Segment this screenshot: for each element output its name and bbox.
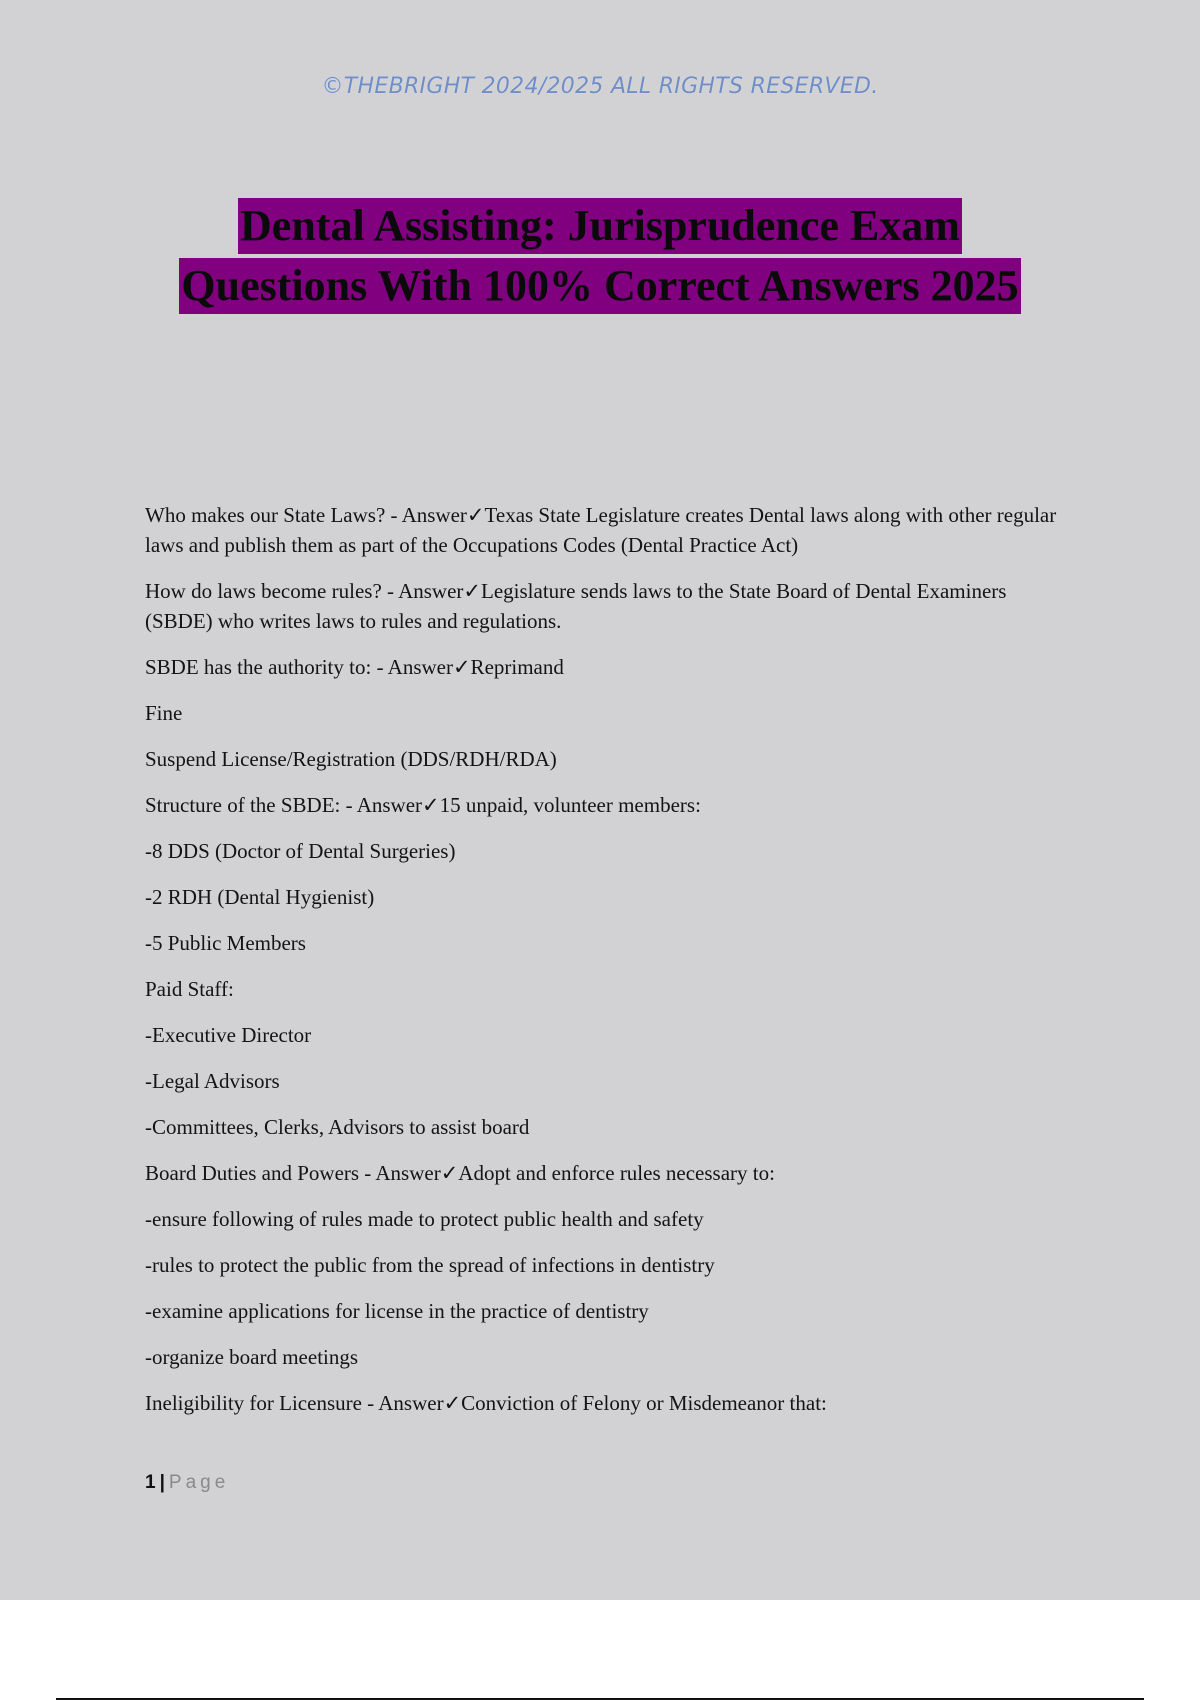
paragraph: -organize board meetings (145, 1345, 359, 1369)
paragraph: Ineligibility for Licensure - Answer✓Conviction of Felony or Misdemeanor that: (145, 1391, 827, 1415)
page-number: 1 (145, 1472, 156, 1493)
paragraph: Fine (145, 701, 183, 725)
document-title (0, 198, 1200, 318)
copyright-header: ©THEBRIGHT 2024/2025 ALL RIGHTS RESERVED. (321, 74, 879, 99)
paragraph: -Legal Advisors (145, 1069, 280, 1093)
paragraph: -5 Public Members (145, 931, 306, 955)
paragraph: -Executive Director (145, 1023, 312, 1047)
paragraph: -Committees, Clerks, Advisors to assist board (145, 1115, 530, 1139)
paragraph: How do laws become rules? - Answer✓Legislature sends laws to the State Board of Dental Examiners (SBDE) who writes laws to rules and regulations. (145, 579, 1007, 633)
paragraph: Paid Staff: (145, 977, 234, 1001)
document-body (145, 500, 1075, 1434)
paragraph: -rules to protect the public from the spread of infections in dentistry (145, 1253, 715, 1277)
paragraph: SBDE has the authority to: - Answer✓Reprimand (145, 655, 564, 679)
paragraph: Suspend License/Registration (DDS/RDH/RDA) (145, 747, 557, 771)
paragraph: Who makes our State Laws? - Answer✓Texas State Legislature creates Dental laws along with other regular laws and publish them as part of the Occupations Codes (Dental Practice Act) (145, 503, 1057, 557)
paragraph: -ensure following of rules made to protect public health and safety (145, 1207, 704, 1231)
paragraph: -8 DDS (Doctor of Dental Surgeries) (145, 839, 456, 863)
title-line-2: Questions With 100% Correct Answers 2025 (179, 258, 1020, 314)
footer-separator: | (159, 1472, 165, 1493)
paragraph: -examine applications for license in the practice of dentistry (145, 1299, 649, 1323)
paragraph: Board Duties and Powers - Answer✓Adopt and enforce rules necessary to: (145, 1161, 775, 1185)
paragraph: Structure of the SBDE: - Answer✓15 unpaid, volunteer members: (145, 793, 701, 817)
title-line-1: Dental Assisting: Jurisprudence Exam (238, 198, 962, 254)
page-label: Page (168, 1472, 230, 1493)
page-footer (145, 1472, 229, 1494)
paragraph: -2 RDH (Dental Hygienist) (145, 885, 375, 909)
